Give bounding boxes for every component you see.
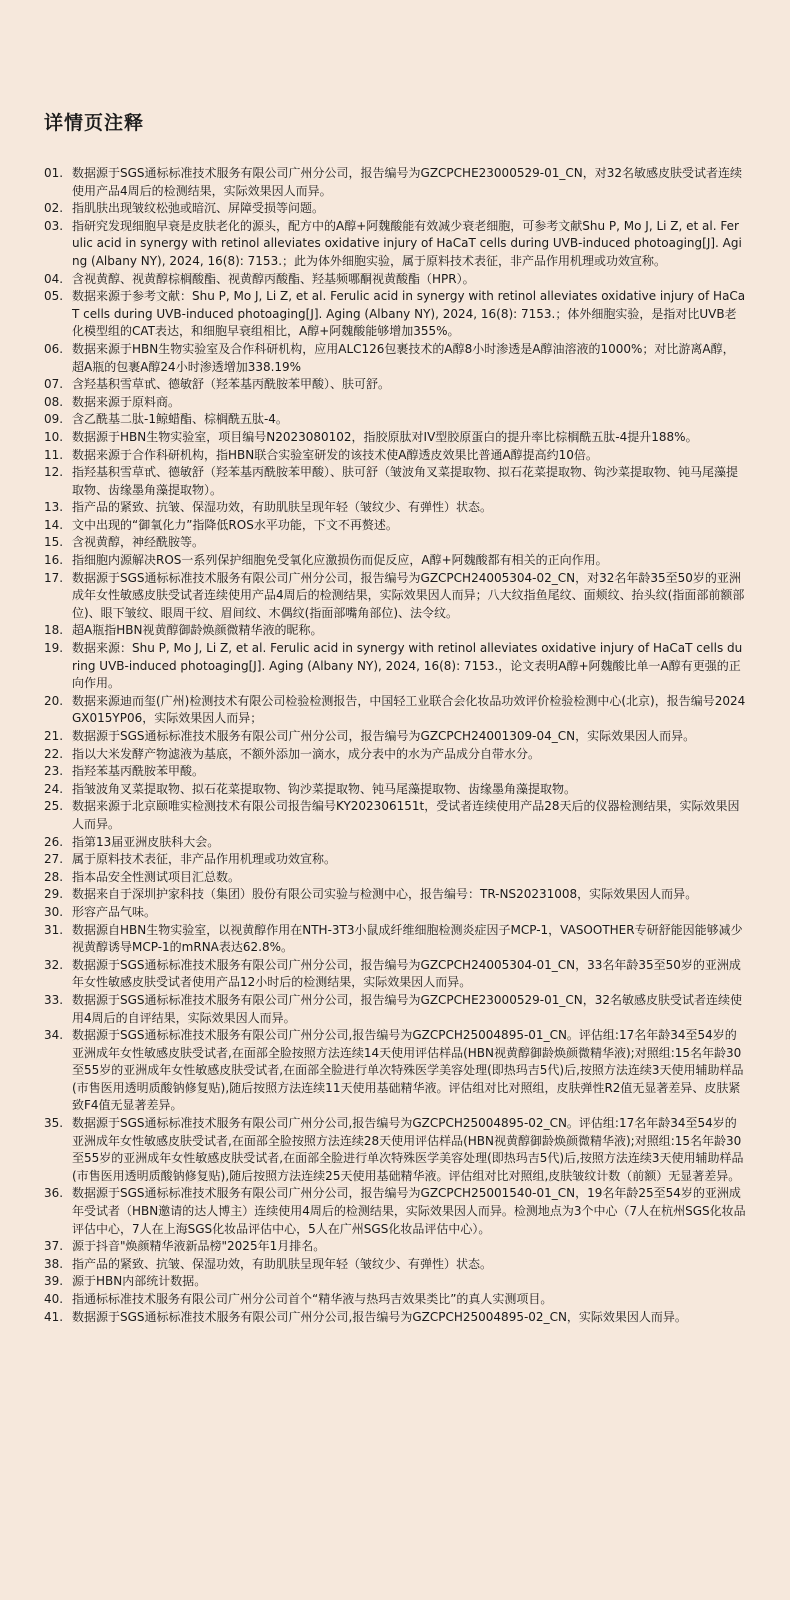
note-item: [44, 534, 746, 552]
note-text: 指细胞内源解决ROS一系列保护细胞免受氧化应激损伤而促反应，A醇+阿魏酸都有相关的正向作用。: [72, 553, 608, 568]
note-text: 数据源于SGS通标标准技术服务有限公司广州分公司，报告编号为GZCPCH25001540-01_CN，19名年龄25至54岁的亚洲成年受试者（HBN邀请的达人博主）连续使用4周后的检测结果，实际效果因人而异。检测地点为3个中心（7人在杭州SGS化妆品评估中心，7人在上海SGS化妆品评估中心，5人在广州SGS化妆品评估中心）。: [72, 1186, 746, 1236]
note-text: 数据来源于北京颐唯实检测技术有限公司报告编号KY202306151t，受试者连续使用产品28天后的仪器检测结果，实际效果因人而异。: [72, 799, 740, 831]
note-text: 数据源于SGS通标标准技术服务有限公司广州分公司，报告编号为GZCPCHE23000529-01_CN，32名敏感皮肤受试者连续使用4周后的自评结果，实际效果因人而异。: [72, 992, 742, 1025]
note-text: 数据来源于HBN生物实验室及合作科研机构，应用ALC126包裹技术的A醇8小时渗透是A醇油溶液的1000%；对比游离A醇，超A瓶的包裹A醇24小时渗透增加338.19%: [72, 341, 735, 374]
note-item: [44, 394, 746, 412]
note-item: [44, 200, 746, 218]
note-text: 指第13届亚洲皮肤科大会。: [72, 834, 220, 849]
note-number: 29.: [44, 887, 64, 902]
note-number: 20.: [44, 693, 64, 708]
note-item: [44, 517, 746, 535]
note-number: 21.: [44, 729, 64, 743]
note-text: 指羟苯基丙酰胺苯甲酸。: [72, 764, 205, 779]
note-item: [44, 922, 746, 957]
note-number: 07.: [44, 377, 64, 392]
note-number: 36.: [44, 1186, 64, 1201]
note-number: 02.: [44, 201, 64, 216]
note-number: 24.: [44, 781, 64, 796]
note-number: 03.: [44, 218, 64, 233]
note-item: [44, 376, 746, 394]
note-text: 指产品的紧致、抗皱、保湿功效，有助肌肤呈现年轻（皱纹少、有弹性）状态。: [72, 500, 493, 515]
note-item: [44, 552, 746, 570]
note-item: [44, 904, 746, 922]
note-item: [44, 429, 746, 447]
note-item: [44, 1238, 746, 1256]
note-item: [44, 728, 746, 746]
note-text: 数据来源：Shu P, Mo J, Li Z, et al. Ferulic acid in synergy with retinol alleviates oxidative injury of HaCaT cells during UVB-induced photoaging[J]. Aging (Albany NY), 2024, 16(8): 7153.，论文表明A醇+阿魏酸比单一A醇有更强的正向作用。: [72, 641, 743, 691]
note-text: 指肌肤出现皱纹松弛或暗沉、屏障受损等问题。: [72, 201, 325, 216]
note-number: 09.: [44, 412, 64, 427]
note-text: 属于原料技术表征，非产品作用机理或功效宣称。: [72, 852, 337, 867]
note-item: [44, 781, 746, 799]
note-text: 数据源于HBN生物实验室，项目编号N2023080102，指胶原肽对IV型胶原蛋白的提升率比棕榈酰五肽-4提升188%。: [72, 429, 698, 444]
note-text: 含视黄醇、视黄醇棕榈酸酯、视黄醇丙酸酯、羟基频哪酮视黄酸酯（HPR）。: [72, 271, 475, 286]
note-text: 文中出现的“御氧化力”指降低ROS水平功能，下文不再赘述。: [72, 517, 398, 532]
note-text: 指羟基积雪草甙、德敏舒（羟苯基丙酰胺苯甲酸）、肤可舒（皱波角叉菜提取物、拟石花菜提取物、钩沙菜提取物、钝马尾藻提取物、齿缘墨角藻提取物）。: [72, 465, 739, 497]
note-item: [44, 957, 746, 992]
note-number: 12.: [44, 465, 64, 480]
note-text: 数据源于SGS通标标准技术服务有限公司广州分公司,报告编号为GZCPCH25004895-02_CN，实际效果因人而异。: [72, 1309, 687, 1324]
note-number: 27.: [44, 852, 64, 867]
note-item: [44, 447, 746, 465]
note-number: 41.: [44, 1309, 64, 1324]
note-number: 26.: [44, 834, 64, 849]
note-number: 33.: [44, 992, 64, 1007]
note-number: 31.: [44, 922, 64, 937]
note-number: 35.: [44, 1116, 64, 1131]
note-number: 17.: [44, 570, 64, 585]
note-number: 16.: [44, 553, 64, 568]
note-text: 含视黄醇，神经酰胺等。: [72, 535, 205, 550]
note-item: [44, 640, 746, 693]
note-item: [44, 992, 746, 1027]
note-item: [44, 746, 746, 764]
note-text: 指产品的紧致、抗皱、保湿功效，有助肌肤呈现年轻（皱纹少、有弹性）状态。: [72, 1256, 493, 1271]
note-item: [44, 869, 746, 887]
note-item: [44, 1256, 746, 1274]
note-number: 39.: [44, 1274, 64, 1289]
note-item: [44, 763, 746, 781]
note-item: [44, 693, 746, 728]
note-item: [44, 1185, 746, 1238]
note-number: 15.: [44, 535, 64, 550]
note-text: 指本品安全性测试项目汇总数。: [72, 869, 241, 884]
note-text: 源于抖音"焕颜精华液新品榜"2025年1月排名。: [72, 1239, 326, 1254]
note-item: [44, 288, 746, 341]
note-number: 28.: [44, 869, 64, 884]
note-number: 11.: [44, 447, 64, 462]
note-number: 13.: [44, 500, 64, 515]
note-text: 指以大米发酵产物滤液为基底，不额外添加一滴水，成分表中的水为产品成分自带水分。: [72, 746, 541, 761]
note-text: 数据来源于合作科研机构，指HBN联合实验室研发的该技术使A醇透皮效果比普通A醇提高约10倍。: [72, 447, 598, 462]
note-number: 08.: [44, 394, 64, 409]
note-item: [44, 851, 746, 869]
note-text: 数据来自于深圳护家科技（集团）股份有限公司实验与检测中心，报告编号：TR-NS20231008，实际效果因人而异。: [72, 887, 698, 902]
note-item: [44, 798, 746, 833]
note-item: [44, 1115, 746, 1185]
note-number: 05.: [44, 289, 64, 304]
note-text: 超A瓶指HBN视黄醇御龄焕颜微精华液的昵称。: [72, 623, 323, 638]
note-text: 数据来源于原料商。: [72, 394, 181, 409]
note-text: 数据源于SGS通标标准技术服务有限公司广州分公司，报告编号为GZCPCHE23000529-01_CN，对32名敏感皮肤受试者连续使用产品4周后的检测结果，实际效果因人而异。: [72, 166, 742, 198]
note-number: 01.: [44, 166, 64, 180]
note-text: 指通标标准技术服务有限公司广州分公司首个“精华液与热玛吉效果类比”的真人实测项目。: [72, 1292, 553, 1306]
note-item: [44, 834, 746, 852]
note-item: [44, 218, 746, 271]
note-number: 25.: [44, 799, 64, 814]
note-number: 34.: [44, 1028, 64, 1043]
note-item: [44, 464, 746, 499]
note-text: 数据源于SGS通标标准技术服务有限公司广州分公司,报告编号为GZCPCH25004895-01_CN。评估组:17名年龄34至54岁的亚洲成年女性敏感皮肤受试者,在面部全脸按照方法连续14天使用评估样品(HBN视黄醇御龄焕颜微精华液);对照组:15名年龄30至55岁的亚洲成年女性敏感皮肤受试者,在面部全脸进行单次特殊医学美容处理(即热玛吉5代)后,按照方法连续3天使用辅助样品(市售医用透明质酸钠修复贴),随后按照方法连续11天使用基础精华液。评估组对比对照组，皮肤弹性R2值无显著差异、皮肤紧致F4值无显著差异。: [72, 1028, 744, 1113]
note-text: 指研究发现细胞早衰是皮肤老化的源头，配方中的A醇+阿魏酸能有效减少衰老细胞，可参考文献Shu P, Mo J, Li Z, et al. Ferulic acid in synergy with retinol alleviates oxidative injury of HaCaT cells during UVB-induced photoaging[J]. Aging (Albany NY), 2024, 16(8): 7153.；此为体外细胞实验，属于原料技术表征，非产品作用机理或功效宣称。: [72, 218, 742, 268]
note-number: 32.: [44, 957, 64, 972]
note-number: 37.: [44, 1239, 64, 1254]
note-text: 数据源于SGS通标标准技术服务有限公司广州分公司，报告编号为GZCPCH24005304-02_CN，对32名年龄35至50岁的亚洲成年女性敏感皮肤受试者连续使用产品4周后的检测结果，实际效果因人而异；八大纹指鱼尾纹、面颊纹、抬头纹(指面部前额部位)、眼下皱纹、眼周干纹、眉间纹、木偶纹(指面部嘴角部位)、法令纹。: [72, 570, 745, 620]
note-text: 源于HBN内部统计数据。: [72, 1274, 207, 1289]
note-item: [44, 1309, 746, 1327]
note-number: 22.: [44, 746, 64, 761]
note-number: 38.: [44, 1256, 64, 1271]
note-text: 数据源于SGS通标标准技术服务有限公司广州分公司,报告编号为GZCPCH25004895-02_CN。评估组:17名年龄34至54岁的亚洲成年女性敏感皮肤受试者,在面部全脸按照方法连续28天使用评估样品(HBN视黄醇御龄焕颜微精华液);对照组:15名年龄30至55岁的亚洲成年女性敏感皮肤受试者,在面部全脸进行单次特殊医学美容处理(即热玛吉5代)后,按照方法连续3天使用辅助样品(市售医用透明质酸钠修复贴),随后按照方法连续25天使用基础精华液。评估组对比对照组,皮肤皱纹计数（前额）无显著差异。: [72, 1116, 744, 1183]
notes-list: [44, 165, 746, 1326]
note-text: 数据源于SGS通标标准技术服务有限公司广州分公司，报告编号为GZCPCH24005304-01_CN，33名年龄35至50岁的亚洲成年女性敏感皮肤受试者使用产品12小时后的检测结果，实际效果因人而异。: [72, 957, 741, 990]
note-text: 数据来源于参考文献：Shu P, Mo J, Li Z, et al. Ferulic acid in synergy with retinol alleviates oxidative injury of HaCaT cells during UVB-induced photoaging[J]. Aging (Albany NY), 2024, 16(8): 7153.；体外细胞实验，是指对比UVB老化模型组的CAT表达，和细胞早衰组相比，A醇+阿魏酸能够增加355%。: [72, 289, 746, 339]
note-item: [44, 1027, 746, 1115]
note-text: 含乙酰基二肽-1鲸蜡酯、棕榈酰五肽-4。: [72, 412, 288, 427]
note-number: 23.: [44, 764, 64, 779]
note-text: 数据源于SGS通标标准技术服务有限公司广州分公司，报告编号为GZCPCH24001309-04_CN，实际效果因人而异。: [72, 729, 696, 743]
note-item: [44, 1273, 746, 1291]
note-number: 19.: [44, 641, 64, 656]
note-item: [44, 341, 746, 376]
note-text: 数据源自HBN生物实验室，以视黄醇作用在NTH-3T3小鼠成纤维细胞检测炎症因子MCP-1，VASOOTHER专研舒能因能够减少视黄醇诱导MCP-1的mRNA表达62.8%。: [72, 922, 743, 955]
note-number: 30.: [44, 904, 64, 919]
note-item: [44, 622, 746, 640]
note-item: [44, 499, 746, 517]
note-number: 04.: [44, 271, 64, 286]
note-number: 06.: [44, 341, 64, 356]
page-title: 详情页注释: [44, 112, 145, 134]
note-text: 形容产品气味。: [72, 904, 157, 919]
note-number: 40.: [44, 1292, 64, 1306]
note-number: 10.: [44, 429, 64, 444]
note-text: 含羟基积雪草甙、德敏舒（羟苯基丙酰胺苯甲酸）、肤可舒。: [72, 377, 391, 392]
note-item: [44, 411, 746, 429]
note-number: 14.: [44, 517, 64, 532]
note-text: 指皱波角叉菜提取物、拟石花菜提取物、钩沙菜提取物、钝马尾藻提取物、齿缘墨角藻提取物。: [72, 781, 577, 796]
note-number: 18.: [44, 623, 64, 638]
note-item: [44, 165, 746, 200]
note-item: [44, 886, 746, 904]
note-text: 数据来源迪而玺(广州)检测技术有限公司检验检测报告，中国轻工业联合会化妆品功效评价检验检测中心(北京)，报告编号2024GX015YP06，实际效果因人而异；: [72, 693, 746, 726]
note-item: [44, 1291, 746, 1309]
note-item: [44, 271, 746, 289]
note-item: [44, 570, 746, 623]
